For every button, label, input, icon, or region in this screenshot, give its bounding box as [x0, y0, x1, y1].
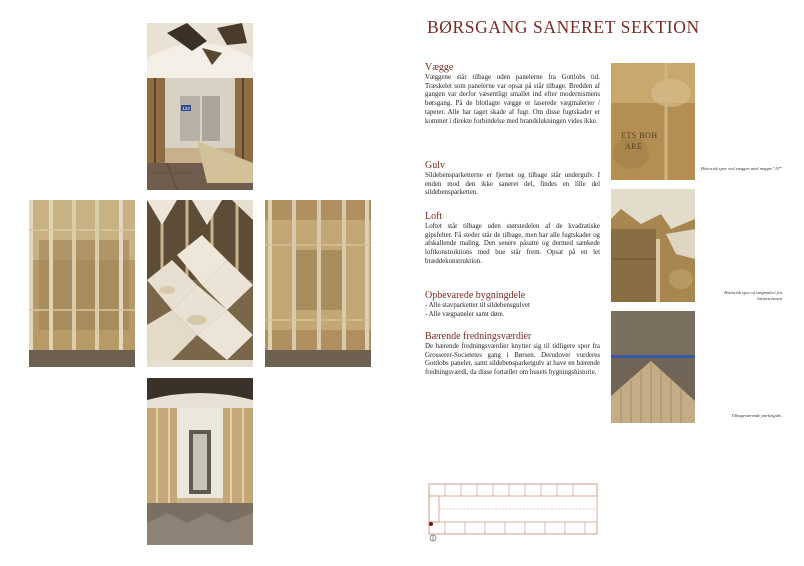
- photo-wall-studs-right: [265, 200, 371, 367]
- section-body: Sildebensparketterne er fjernet og tilbage står undergulv. I enden mod den ikke saneret del, findes en lille del sildebensparketten.: [425, 172, 600, 197]
- caption-1: Historisk spor ved væggen med mappe "A7": [700, 166, 782, 171]
- photo-corridor-floor: [147, 378, 253, 545]
- photo-corridor-ceiling: [147, 23, 253, 190]
- photo-wall-studs-left: [29, 200, 135, 367]
- section-heading: Opbevarede bygningdele: [425, 290, 526, 301]
- section-loft: [425, 211, 600, 267]
- section-baerende: [425, 331, 600, 378]
- section-gulv: [425, 160, 600, 198]
- wall-text-2: ARE: [625, 142, 643, 151]
- section-heading: Vægge: [425, 62, 454, 73]
- photo-wall-text-trace: [611, 63, 695, 180]
- section-vaegge: [425, 62, 600, 126]
- page-title: BØRSGANG SANERET SEKTION: [427, 17, 700, 37]
- caption-3: Tilbageværende parketgulv.: [731, 413, 782, 418]
- caption-2: Historisk spor af vægmaleri fra historicismen: [724, 290, 782, 301]
- section-heading: Loft: [425, 211, 443, 222]
- list-item: - Alle vægpaneler samt døre.: [425, 310, 505, 318]
- wall-text-1: ETS BOH: [621, 131, 658, 140]
- list-item: - Alle stavparketter til sildebensgulvet: [425, 302, 530, 309]
- door-number-sign: 123: [182, 106, 190, 111]
- photo-parquet-floor: [611, 311, 695, 423]
- section-heading: Gulv: [425, 160, 445, 171]
- photo-ceiling-panels: [147, 200, 253, 367]
- section-body: Væggene står tilbage uden panelerne fra Gottlobs tid. Træskelet som panelerne var opsat på står tilbage. Bredden af gangen var derfor væsentligt smallet ind efter modernismens børsgang. På de blotlagte vægge er laserede vægmalerier / tapeter. Alle har taget skade af fugt. Om disse fugtskader er kommet i direkte forbindelse med brandslukningen vides ikke.: [425, 74, 600, 125]
- photo-wall-painting-trace: [611, 189, 695, 302]
- section-body: De bærende fredningsværdier knytter sig til tidligere spor fra Grosserer-Societetes gang i Børsen. Derudover vurderes Gottlobs paneler, samt sildebensparketgulv at have en bærende fredningsværdi, da disse fortæller om husets bygningshistorie.: [425, 343, 600, 377]
- section-opbevarede: [425, 290, 600, 319]
- floor-plan: [425, 478, 601, 542]
- section-heading: Bærende fredningsværdier: [425, 331, 532, 342]
- section-body: Loftet står tilbage uden størstedelen af de kvadratiske gipsfelter. Få steder står de tilbage, men har alle fugtskader og afskallende maling. Den senere påsatte og dermed sænkede loftkonstruktions med bue står frem. Opsat på en let bræddekonstruktion.: [425, 223, 600, 265]
